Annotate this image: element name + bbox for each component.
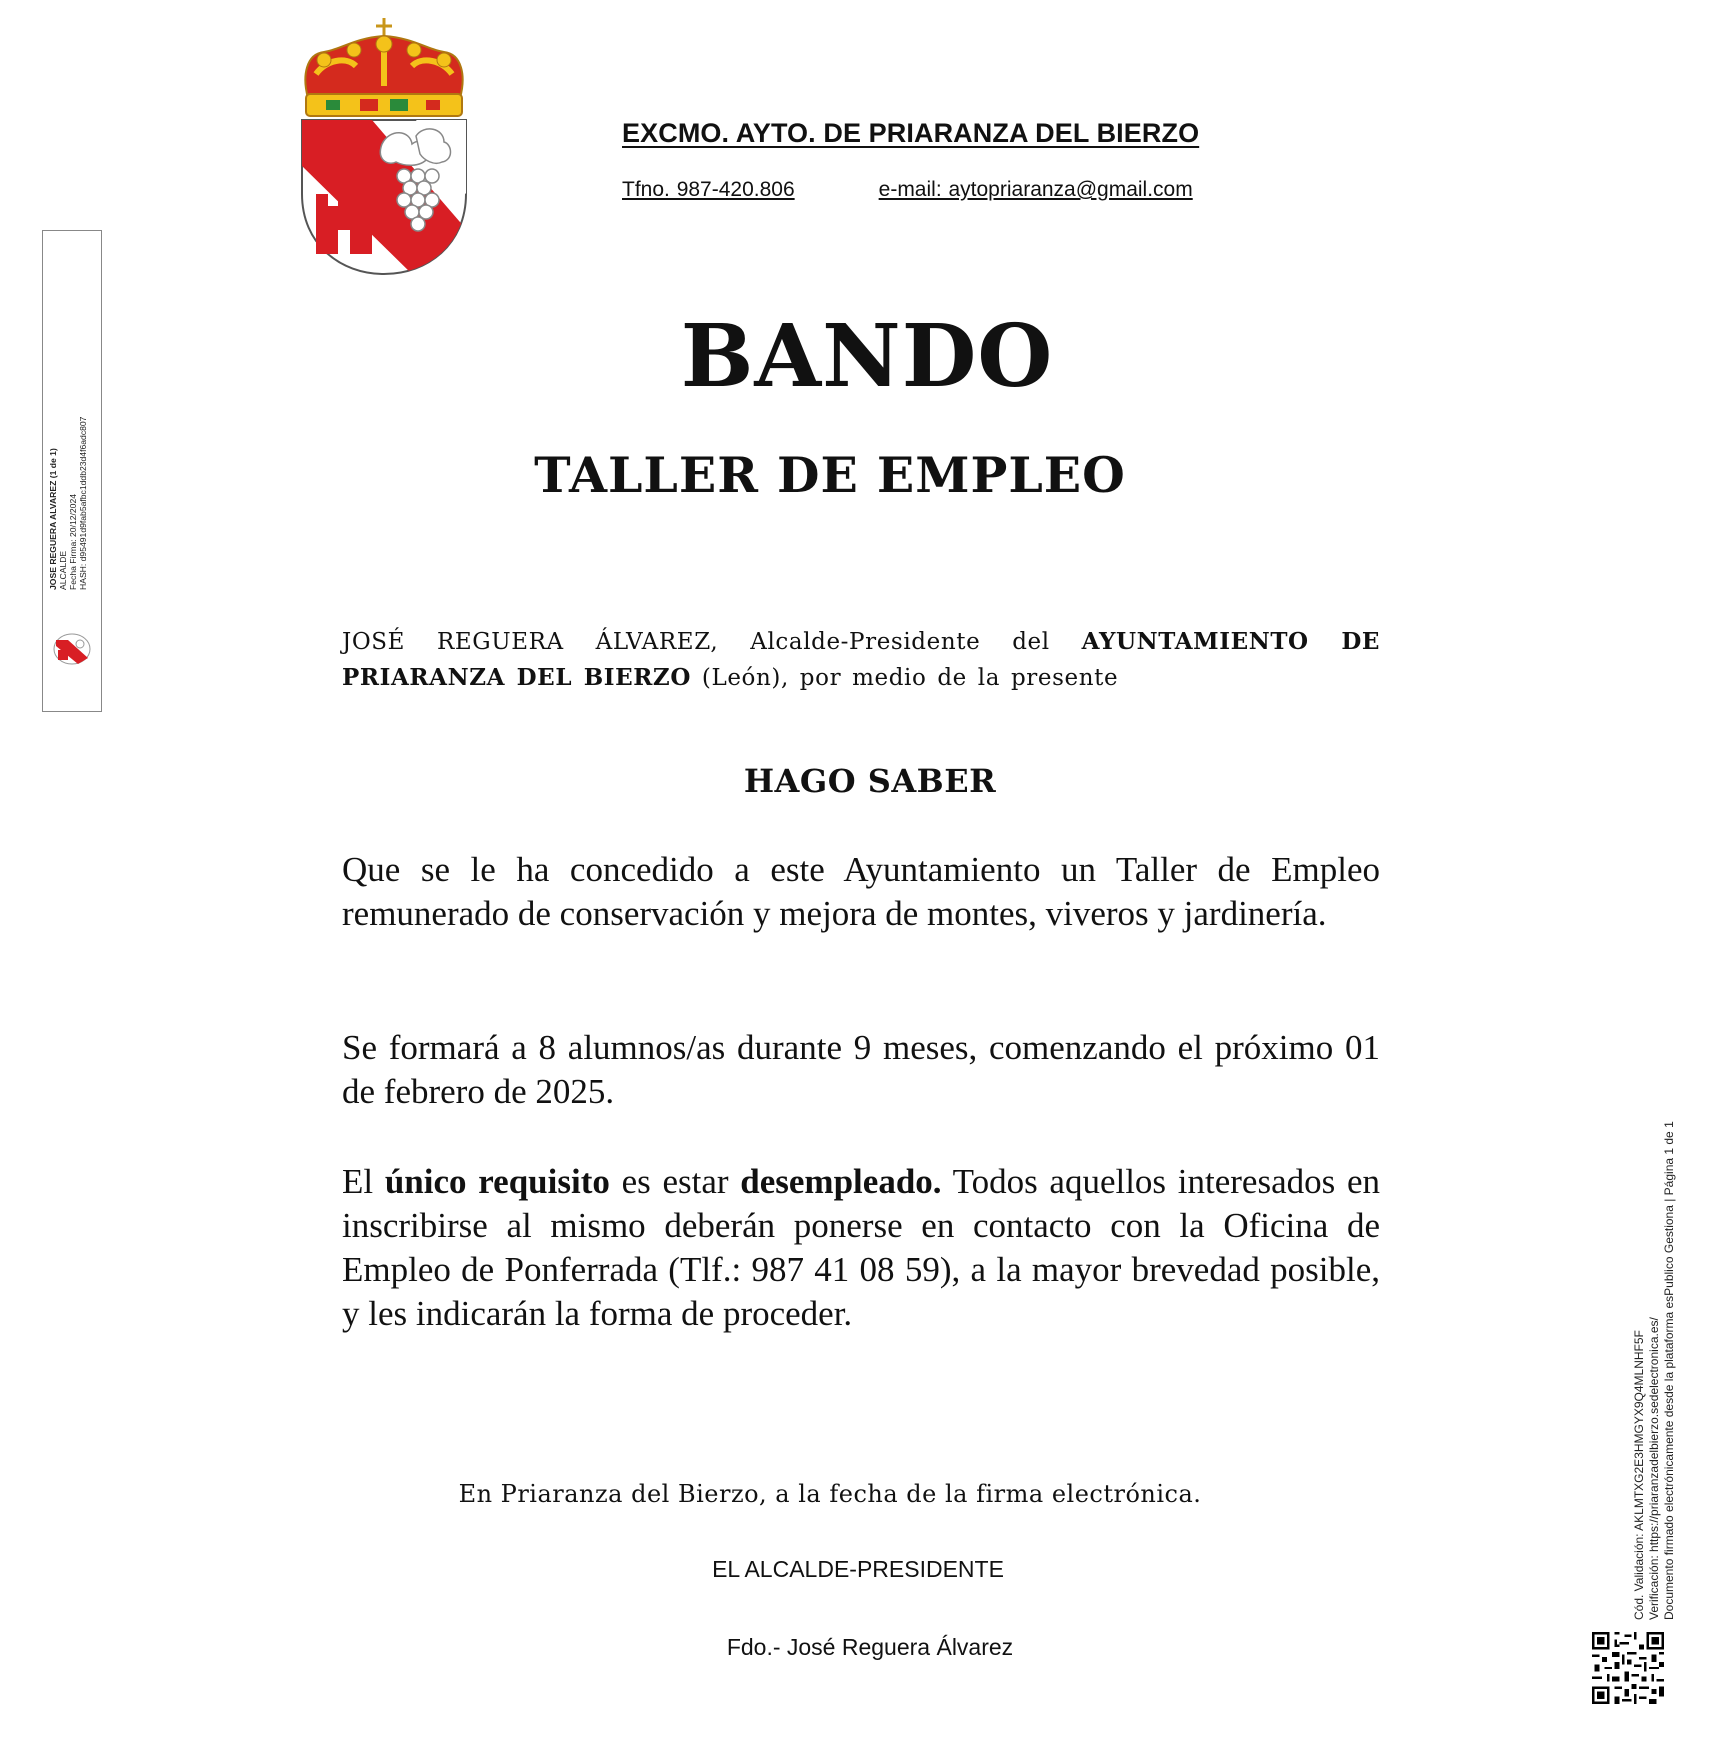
p3-c: es estar [609, 1162, 741, 1201]
mayor-name: JOSÉ REGUERA ÁLVAREZ, [342, 629, 719, 655]
shield-icon [302, 120, 472, 278]
closing-line: En Priaranza del Bierzo, a la fecha de la firma electrónica. [458, 1480, 1202, 1508]
document-title: BANDO [680, 306, 1054, 407]
qr-code-icon [1592, 1632, 1664, 1704]
stamp-coat-of-arms-icon [52, 632, 92, 666]
stamp-role: ALCALDE [58, 550, 68, 590]
stamp-signer: JOSE REGUERA ALVAREZ (1 de 1) [48, 448, 58, 590]
mayor-role: Alcalde-Presidente del [718, 629, 1082, 655]
paragraph-2: Se formará a 8 alumnos/as durante 9 meses, comenzando el próximo 01 de febrero de 2025. [342, 1028, 1380, 1111]
paragraph-3 [342, 1160, 1380, 1336]
intro-paragraph [342, 624, 1380, 696]
validation-code: Cód. Validación: AKLMTXG2E3HMGYX9Q4MLNHF5F [1632, 1330, 1646, 1620]
phone-number: Tfno. 987-420.806 [622, 178, 795, 201]
p3-unemployed: desempleado. [740, 1162, 942, 1201]
signer-title: EL ALCALDE-PRESIDENTE [712, 1556, 1004, 1582]
municipality-title: EXCMO. AYTO. DE PRIARANZA DEL BIERZO [622, 118, 1200, 148]
intro-rest: (León), por medio de la presente [690, 665, 1119, 691]
signer-name: Fdo.- José Reguera Álvarez [726, 1634, 1014, 1660]
stamp-hash: HASH: d95491d9fab5afbc1ddb23d4f6adc807 [78, 416, 88, 590]
stamp-date: Fecha Firma: 20/12/2024 [68, 493, 78, 590]
document-subtitle: TALLER DE EMPLEO [534, 446, 1126, 504]
email-address: e-mail: aytopriaranza@gmail.com [878, 178, 1193, 201]
crown-icon [305, 18, 462, 116]
platform-note: Documento firmado electrónicamente desde la plataforma esPublico Gestiona | Página 1 de 1 [1662, 1121, 1676, 1620]
council-name: AYUNTAMIENTO DE PRIARANZA DEL BIERZO [342, 628, 1381, 691]
p3-a: El [342, 1162, 385, 1201]
section-heading: HAGO SABER [743, 762, 997, 800]
contact-line [622, 178, 1193, 202]
coat-of-arms-logo [296, 16, 472, 278]
p3-requirement: único requisito [384, 1162, 610, 1201]
p3-d: Todos aquellos interesados en inscribirse al mismo deberán ponerse en contacto con la Oficina de Empleo de Ponferrada (Tlf.: 987 41 08 59), a la mayor brevedad posible, y les indicarán la forma de proceder. [342, 1162, 1381, 1333]
verification-url: Verificación: https://priaranzadelbierzo.sedelectronica.es/ [1647, 1317, 1661, 1620]
paragraph-1: Que se le ha concedido a este Ayuntamiento un Taller de Empleo remunerado de conservación y mejora de montes, viveros y jardinería. [342, 850, 1380, 933]
